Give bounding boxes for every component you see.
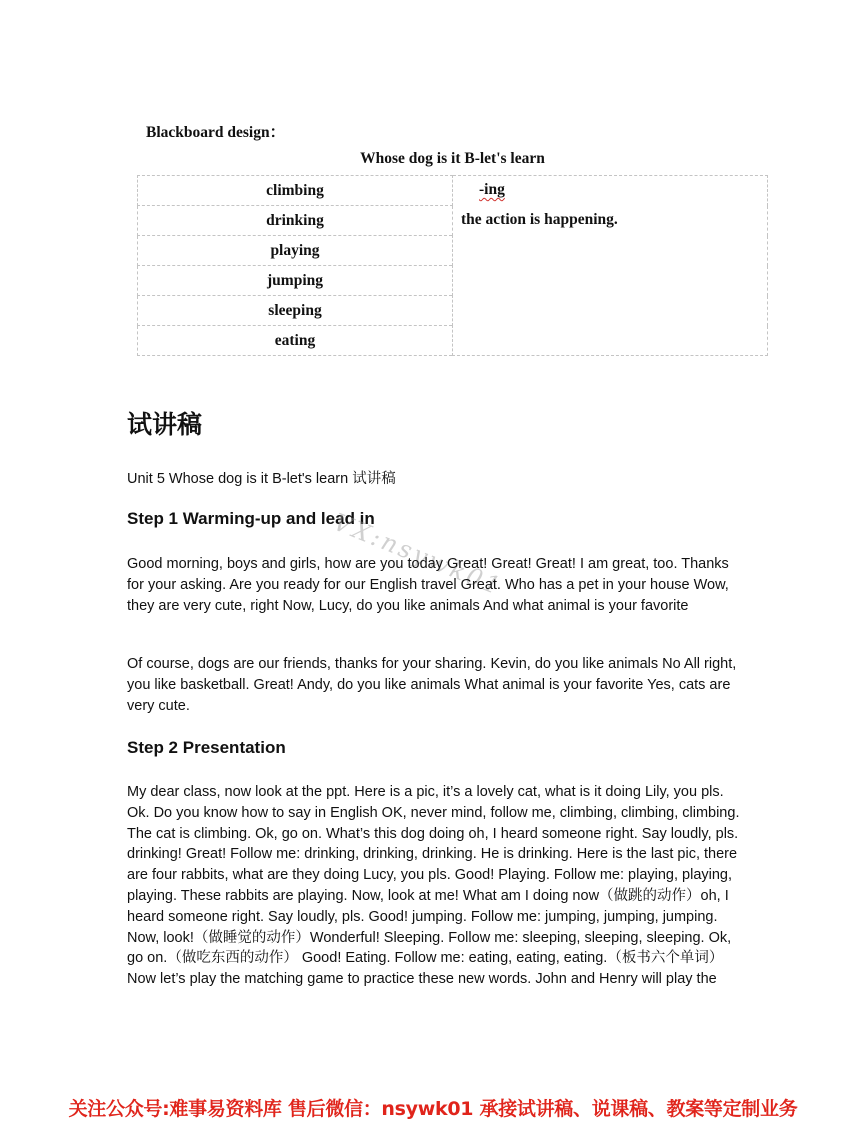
word-cell: sleeping [138, 296, 453, 326]
step1-paragraph-1: Good morning, boys and girls, how are you today Great! Great! Great! I am great, too. Thanks for your asking. Are you ready for our English travel Great. Who has a pet in your house Wow, they are very cute, right Now, Lucy, do you like animals And what animal is your favorite [127, 556, 729, 614]
step2-title: Step 2 Presentation [127, 738, 286, 757]
word-cell: jumping [138, 266, 453, 296]
word-cell: playing [138, 236, 453, 266]
step2-paragraph-1: My dear class, now look at the ppt. Here is a pic, it’s a lovely cat, what is it doing Lily, you pls. Ok. Do you know how to say in English OK, never mind, follow me, climbing, climbing, climbing. The cat is climbing. Ok, go on. What’s this dog doing oh, I heard someone right. Say loudly, pls. drinking! Great! Follow me: drinking, drinking, drinking. He is drinking. Here is the last pic, there are four rabbits, what are they doing Lucy, you pls. Good! Playing. Follow me: playing, playing, playing. These rabbits are playing. Now, look at me! What am I doing now（做跳的动作）oh, I heard someone right. Say loudly, pls. Good! jumping. Follow me: jumping, jumping, jumping. Now, look!（做睡觉的动作）Wonderful! Sleeping. Follow me: sleeping, sleeping, sleeping. Ok, go on.（做吃东西的动作） Good! Eating. Follow me: eating, eating, eating.（板书六个单词）Now let’s play the matching game to practice these new words. John and Henry will play the [127, 784, 740, 988]
blackboard-label: Blackboard design： [146, 124, 286, 141]
word-cell: drinking [138, 206, 453, 236]
watermark: VX:nsywk01 [329, 508, 507, 602]
footer-banner: 关注公众号:难事易资料库 售后微信：nsywk01 承接试讲稿、说课稿、教案等定制业务 [68, 1098, 798, 1120]
word-cell: eating [138, 326, 453, 356]
step1-paragraph-2: Of course, dogs are our friends, thanks for your sharing. Kevin, do you like animals No All right, you like basketball. Great! Andy, do you like animals What animal is your favorite Yes, cats are very cute. [127, 656, 737, 714]
word-cell: climbing [138, 176, 453, 206]
rule-cell [453, 176, 768, 356]
step1-title: Step 1 Warming-up and lead in [127, 509, 375, 528]
blackboard-table [137, 175, 768, 356]
rule-suffix: -ing [479, 181, 505, 198]
blackboard-title: Whose dog is it B-let's learn [360, 150, 545, 167]
rule-text: the action is happening. [461, 211, 618, 228]
lesson-subtitle: Unit 5 Whose dog is it B-let's learn 试讲稿 [127, 471, 396, 487]
page-heading: 试讲稿 [127, 410, 203, 439]
